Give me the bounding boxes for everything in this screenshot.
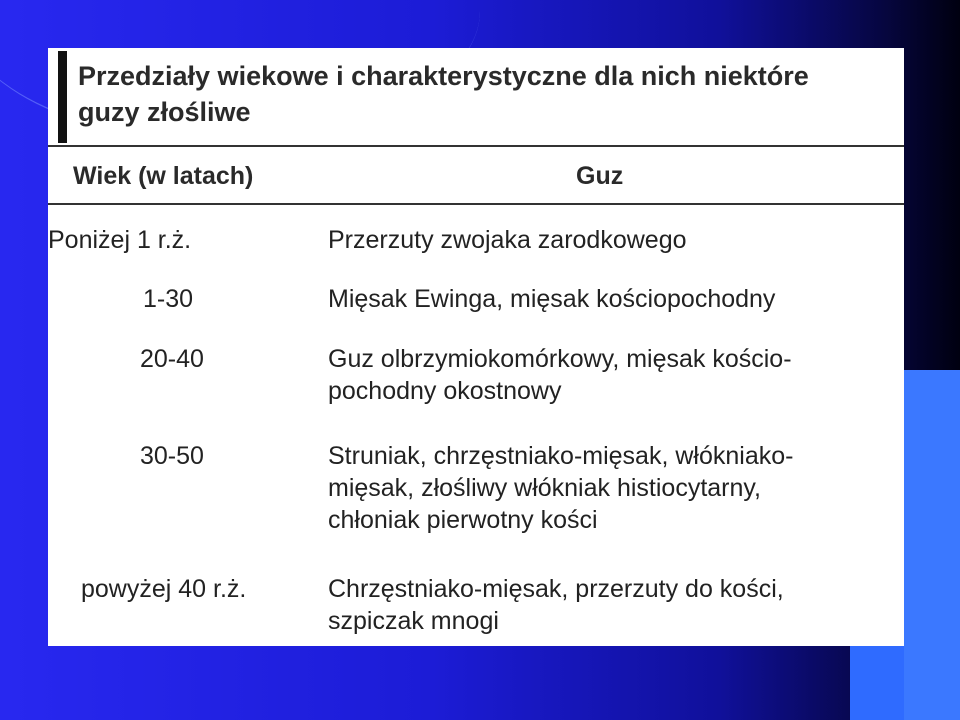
- table-header-rule: [48, 203, 904, 205]
- column-header-age: Wiek (w latach): [73, 162, 254, 190]
- slide-content: [48, 48, 904, 646]
- table-row-tumor: [328, 573, 888, 637]
- table-row-tumor: [328, 343, 888, 407]
- tumor-text-line: Chrzęstniako-mięsak, przerzuty do kości,: [328, 575, 784, 603]
- table-top-rule: [48, 145, 904, 147]
- tumor-text-line: Mięsak Ewinga, mięsak kościopochodny: [328, 285, 776, 313]
- tumor-text-line: Struniak, chrzęstniako-mięsak, włókniako-: [328, 442, 794, 470]
- table-row-age: powyżej 40 r.ż.: [81, 575, 247, 603]
- title-line: Przedziały wiekowe i charakterystyczne dla nich niektóre: [78, 61, 809, 91]
- tumor-text-line: Przerzuty zwojaka zarodkowego: [328, 226, 687, 254]
- tumor-text-line: szpiczak mnogi: [328, 607, 499, 635]
- title-accent-bar: [58, 51, 67, 143]
- tumor-text-line: chłoniak pierwotny kości: [328, 506, 598, 534]
- table-row-tumor: [328, 440, 888, 536]
- table-row-age: 20-40: [140, 345, 204, 373]
- column-header-tumor: Guz: [576, 162, 624, 190]
- table-row-tumor: [328, 224, 888, 256]
- title-line: guzy złośliwe: [78, 97, 251, 127]
- table-row-age: 30-50: [140, 442, 204, 470]
- table-row-age: 1-30: [143, 285, 194, 313]
- background-accent-stripe: [904, 370, 960, 720]
- tumor-text-line: pochodny okostnowy: [328, 377, 562, 405]
- tumor-text-line: mięsak, złośliwy włókniak histiocytarny,: [328, 474, 761, 502]
- table-row-age: Poniżej 1 r.ż.: [48, 226, 192, 254]
- table-row-tumor: [328, 283, 888, 315]
- slide-title: [78, 58, 888, 130]
- tumor-text-line: Guz olbrzymiokomórkowy, mięsak kościo-: [328, 345, 792, 373]
